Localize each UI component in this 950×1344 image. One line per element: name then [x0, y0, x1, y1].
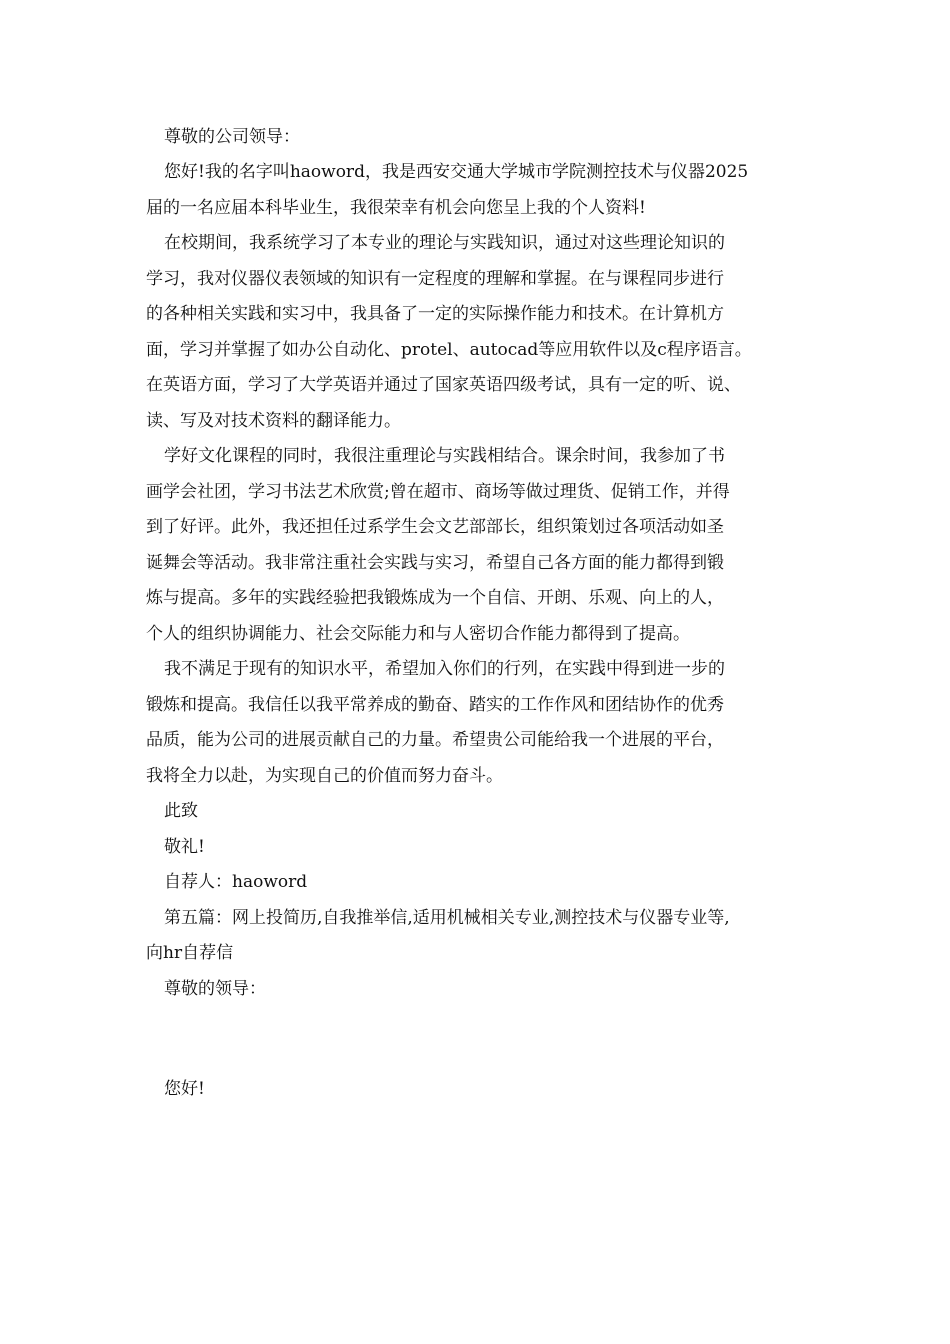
paragraph-line: 到了好评。此外，我还担任过系学生会文艺部部长，组织策划过各项活动如圣 — [146, 517, 724, 537]
paragraph-line: 炼与提高。多年的实践经验把我锻炼成为一个自信、开朗、乐观、向上的人， — [146, 588, 724, 608]
paragraph-line: 我将全力以赴，为实现自己的价值而努力奋斗。 — [146, 766, 503, 786]
paragraph-line: 学好文化课程的同时，我很注重理论与实践相结合。课余时间，我参加了书 — [164, 446, 725, 466]
paragraph-line: 锻炼和提高。我信任以我平常养成的勤奋、踏实的工作作风和团结协作的优秀 — [146, 695, 724, 715]
paragraph-line: 的各种相关实践和实习中，我具备了一定的实际操作能力和技术。在计算机方 — [146, 304, 724, 324]
section-heading: 第五篇：网上投简历,自我推举信,适用机械相关专业,测控技术与仪器专业等, — [164, 908, 730, 928]
paragraph-line: 面，学习并掌握了如办公自动化、protel、autocad等应用软件以及c程序语言。 — [146, 340, 752, 360]
greeting: 您好! — [164, 1079, 205, 1099]
signature-line: 自荐人：haoword — [164, 872, 308, 892]
closing-line: 此致 — [164, 801, 198, 821]
salutation: 尊敬的领导： — [164, 979, 266, 999]
paragraph-line: 您好!我的名字叫haoword，我是西安交通大学城市学院测控技术与仪器2025 — [164, 162, 749, 182]
closing-line: 敬礼! — [164, 837, 205, 857]
paragraph-line: 个人的组织协调能力、社会交际能力和与人密切合作能力都得到了提高。 — [146, 624, 690, 644]
paragraph-line: 品质，能为公司的进展贡献自己的力量。希望贵公司能给我一个进展的平台， — [146, 730, 724, 750]
paragraph-line: 学习，我对仪器仪表领域的知识有一定程度的理解和掌握。在与课程同步进行 — [146, 269, 724, 289]
paragraph-line: 届的一名应届本科毕业生，我很荣幸有机会向您呈上我的个人资料! — [146, 198, 646, 218]
paragraph-line: 读、写及对技术资料的翻译能力。 — [146, 411, 401, 431]
paragraph-line: 诞舞会等活动。我非常注重社会实践与实习，希望自己各方面的能力都得到锻 — [146, 553, 724, 573]
section-heading: 向hr自荐信 — [146, 943, 234, 963]
paragraph-line: 在英语方面，学习了大学英语并通过了国家英语四级考试，具有一定的听、说、 — [146, 375, 741, 395]
paragraph-line: 画学会社团，学习书法艺术欣赏;曾在超市、商场等做过理货、促销工作，并得 — [146, 482, 730, 502]
paragraph-line: 在校期间，我系统学习了本专业的理论与实践知识，通过对这些理论知识的 — [164, 233, 725, 253]
salutation: 尊敬的公司领导： — [164, 127, 300, 147]
paragraph-line: 我不满足于现有的知识水平，希望加入你们的行列，在实践中得到进一步的 — [164, 659, 725, 679]
